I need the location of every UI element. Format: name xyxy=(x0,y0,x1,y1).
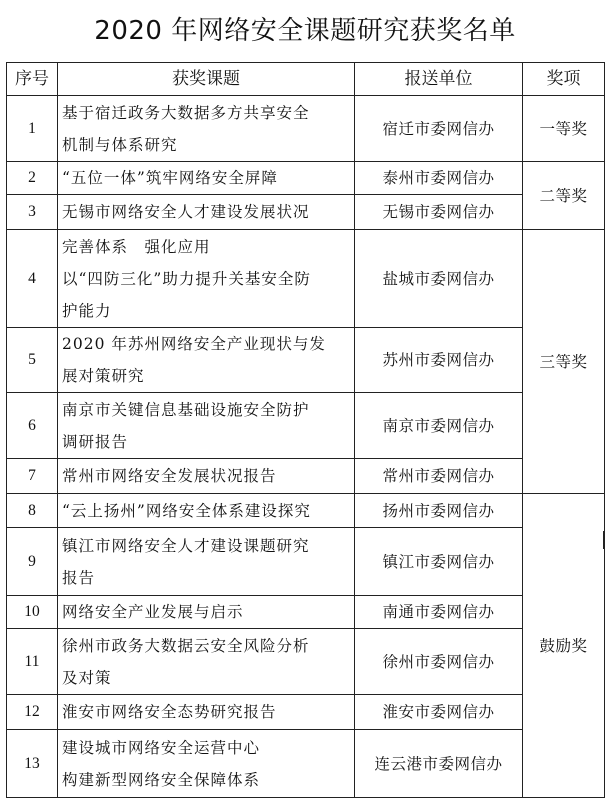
row-unit: 南京市委网信办 xyxy=(355,393,523,459)
row-number: 9 xyxy=(7,528,58,596)
page-title: 2020 年网络安全课题研究获奖名单 xyxy=(94,16,516,46)
table-row xyxy=(7,695,605,730)
row-topic: “云上扬州”网络安全体系建设探究 xyxy=(58,494,355,528)
row-unit: 南通市委网信办 xyxy=(355,596,523,629)
header-number: 序号 xyxy=(7,63,58,96)
awards-table xyxy=(6,62,605,798)
row-unit: 苏州市委网信办 xyxy=(355,328,523,393)
row-unit: 常州市委网信办 xyxy=(355,459,523,494)
row-unit: 扬州市委网信办 xyxy=(355,494,523,528)
row-unit: 宿迁市委网信办 xyxy=(355,96,523,162)
table-row xyxy=(7,494,605,528)
row-unit: 盐城市委网信办 xyxy=(355,230,523,328)
header-unit: 报送单位 xyxy=(355,63,523,96)
row-unit: 徐州市委网信办 xyxy=(355,629,523,695)
row-unit: 泰州市委网信办 xyxy=(355,162,523,195)
table-row xyxy=(7,162,605,195)
table-row xyxy=(7,328,605,393)
row-number: 8 xyxy=(7,494,58,528)
table-row xyxy=(7,96,605,162)
row-number: 6 xyxy=(7,393,58,459)
edge-tick-mark xyxy=(603,531,605,549)
award-second: 二等奖 xyxy=(523,162,605,230)
row-number: 13 xyxy=(7,730,58,798)
row-unit: 淮安市委网信办 xyxy=(355,695,523,730)
row-topic: 徐州市政务大数据云安全风险分析 及对策 xyxy=(58,629,355,695)
row-topic: 基于宿迁政务大数据多方共享安全 机制与体系研究 xyxy=(58,96,355,162)
row-unit: 无锡市委网信办 xyxy=(355,195,523,230)
row-topic: 无锡市网络安全人才建设发展状况 xyxy=(58,195,355,230)
row-topic: 淮安市网络安全态势研究报告 xyxy=(58,695,355,730)
table-row xyxy=(7,596,605,629)
row-topic: 2020 年苏州网络安全产业现状与发 展对策研究 xyxy=(58,328,355,393)
header-award: 奖项 xyxy=(523,63,605,96)
row-topic: 完善体系 强化应用 以“四防三化”助力提升关基安全防 护能力 xyxy=(58,230,355,328)
row-unit: 连云港市委网信办 xyxy=(355,730,523,798)
table-row xyxy=(7,230,605,328)
table-row xyxy=(7,528,605,596)
row-topic: 镇江市网络安全人才建设课题研究 报告 xyxy=(58,528,355,596)
row-topic: 网络安全产业发展与启示 xyxy=(58,596,355,629)
row-topic: 南京市关键信息基础设施安全防护 调研报告 xyxy=(58,393,355,459)
row-number: 4 xyxy=(7,230,58,328)
header-topic: 获奖课题 xyxy=(58,63,355,96)
row-number: 3 xyxy=(7,195,58,230)
row-number: 2 xyxy=(7,162,58,195)
row-number: 5 xyxy=(7,328,58,393)
table-row xyxy=(7,459,605,494)
award-third: 三等奖 xyxy=(523,230,605,494)
table-header-row xyxy=(7,63,605,96)
table-row xyxy=(7,629,605,695)
table-row xyxy=(7,730,605,798)
award-encouragement: 鼓励奖 xyxy=(523,494,605,798)
row-topic: “五位一体”筑牢网络安全屏障 xyxy=(58,162,355,195)
row-topic: 建设城市网络安全运营中心 构建新型网络安全保障体系 xyxy=(58,730,355,798)
row-topic: 常州市网络安全发展状况报告 xyxy=(58,459,355,494)
table-row xyxy=(7,393,605,459)
row-number: 11 xyxy=(7,629,58,695)
award-first: 一等奖 xyxy=(523,96,605,162)
row-number: 7 xyxy=(7,459,58,494)
table-row xyxy=(7,195,605,230)
row-number: 10 xyxy=(7,596,58,629)
row-number: 12 xyxy=(7,695,58,730)
row-number: 1 xyxy=(7,96,58,162)
row-unit: 镇江市委网信办 xyxy=(355,528,523,596)
